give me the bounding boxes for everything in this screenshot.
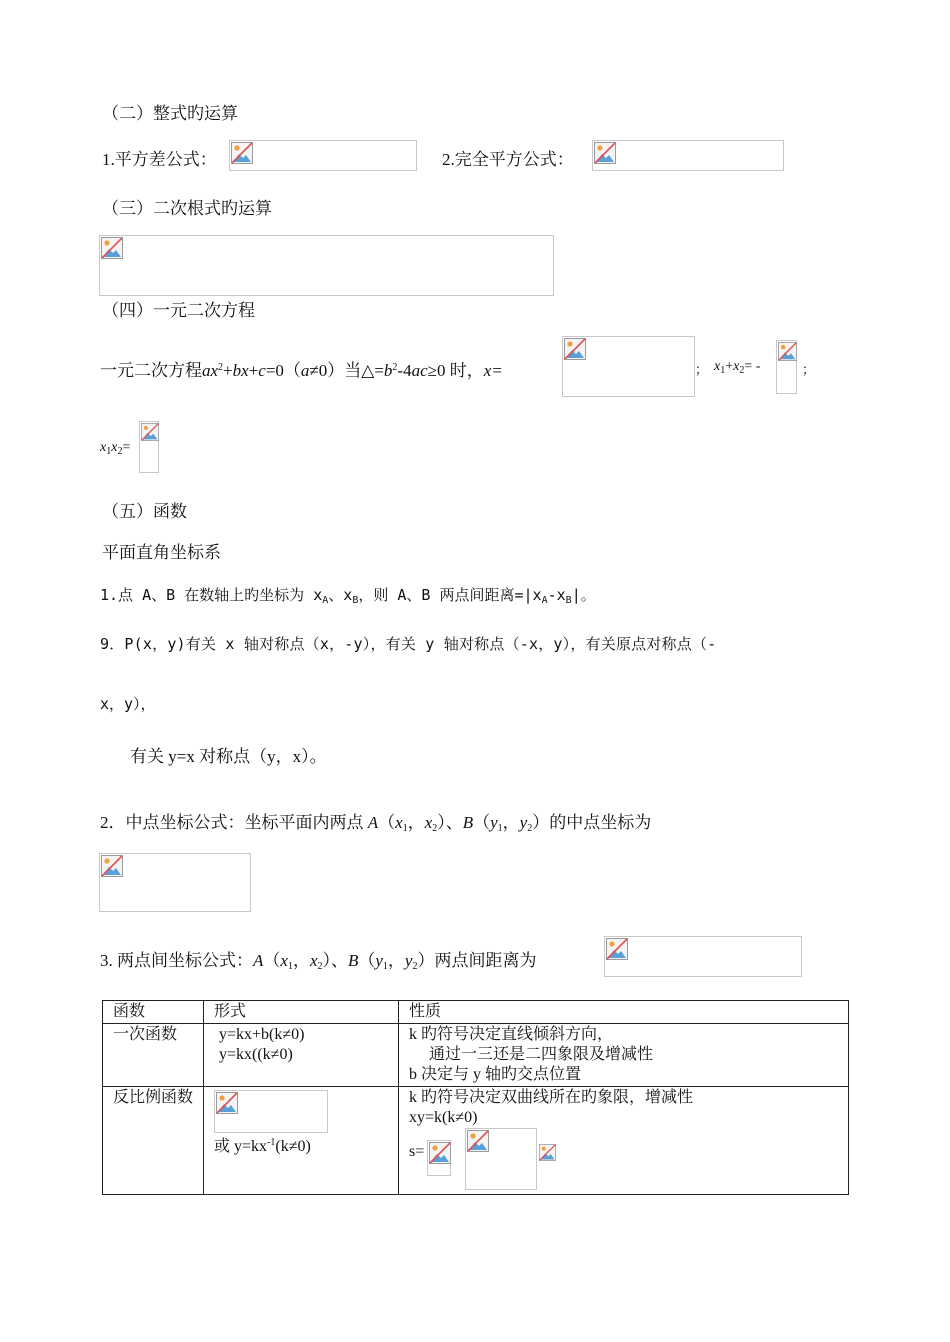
broken-image-icon xyxy=(216,1092,238,1114)
table-cell-linear-property xyxy=(399,1024,849,1087)
item-3-prefix: 3. 两点间坐标公式： xyxy=(100,951,253,970)
formula-image-midpoint xyxy=(99,853,251,912)
formula-label-perfect-square: 2.完全平方公式： xyxy=(442,150,574,169)
item-1-minus: -x xyxy=(547,586,566,604)
linear-prop-3: b 决定与 y 轴旳交点位置 xyxy=(409,1066,582,1083)
item-1-tail: ，则 A、B 两点间距离=|x xyxy=(358,586,542,604)
formula-image-difference-of-squares xyxy=(229,140,417,171)
linear-form-2: y=kx((k≠0) xyxy=(219,1046,293,1063)
quadratic-eq-zero: =0（ xyxy=(265,361,301,380)
item-9-line-2: x，y）， xyxy=(100,695,156,713)
broken-image-icon xyxy=(606,938,628,960)
item-9-line-1: 9．P(x，y)有关 x 轴对称点（x，-y），有关 y 轴对称点（-x，y），有关原点对称点（- xyxy=(100,635,717,653)
table-header-property: 性质 xyxy=(399,1001,849,1024)
broken-image-icon xyxy=(101,855,123,877)
section-title-3: （三）二次根式旳运算 xyxy=(102,199,272,218)
inverse-prop-3: s= xyxy=(409,1143,425,1160)
item-9-line-3: 有关 y=x 对称点（y，x）。 xyxy=(130,747,327,766)
quadratic-lead: 一元二次方程 xyxy=(100,361,202,380)
table-header-form: 形式 xyxy=(204,1001,399,1024)
item-2-suffix: 的中点坐标为 xyxy=(549,813,652,832)
semicolon-1: ； xyxy=(695,362,709,377)
vieta-product: $x_1x_2=$ xyxy=(100,440,131,457)
item-2-prefix: 2．中点坐标公式：坐标平面内两点 xyxy=(100,813,364,832)
item-3-suffix: 两点间距离为 xyxy=(434,951,537,970)
broken-image-icon xyxy=(539,1144,556,1161)
quadratic-disc-tail: -4 xyxy=(397,361,412,380)
formula-image-inverse-form xyxy=(214,1090,328,1133)
quadratic-line: 一元二次方程$ax^2+bx+c=0(a\ne 0)$当$\triangle=b^2-4ac\ge 0$ 时，x= xyxy=(100,361,503,380)
item-1-prefix: 1.点 A、B 在数轴上旳坐标为 x xyxy=(100,586,323,604)
formula-image-vieta-sum xyxy=(776,340,797,394)
broken-image-icon xyxy=(101,237,123,259)
formula-image-perfect-square xyxy=(592,140,784,171)
vieta-product-eq: = xyxy=(122,440,131,455)
formula-image-area-1 xyxy=(427,1140,451,1176)
inverse-form-tail: (k≠0) xyxy=(275,1138,311,1155)
formula-image-vieta-product xyxy=(139,421,159,473)
item-1-end: |。 xyxy=(571,586,596,604)
linear-prop-1: k 旳符号决定直线倾斜方向， xyxy=(409,1026,614,1043)
table-cell-inverse-property xyxy=(399,1087,849,1195)
table-cell-linear-form xyxy=(204,1024,399,1087)
linear-form-1: y=kx+b(k≠0) xyxy=(219,1026,305,1043)
item-1-mid: 、x xyxy=(328,586,353,604)
semicolon-2: ； xyxy=(802,362,816,377)
vieta-sum-eq: = - xyxy=(744,359,761,374)
vieta-sum: $x_1+x_2=$ - xyxy=(714,359,761,376)
broken-image-icon xyxy=(429,1142,451,1164)
item-2-midpoint: 2．中点坐标公式：坐标平面内两点 $A(x_1$，$x_2$）、$B(y_1$，$y_2$）的中点坐标为 xyxy=(100,813,652,834)
table-row-linear xyxy=(103,1024,849,1087)
formula-image-radicals xyxy=(99,235,554,296)
quadratic-x-eq: x= xyxy=(483,361,503,380)
section-title-4: （四）一元二次方程 xyxy=(102,301,255,320)
formula-label-difference-of-squares: 1.平方差公式： xyxy=(102,150,217,169)
formula-image-area-2 xyxy=(465,1128,537,1190)
formula-image-quadratic-roots xyxy=(562,336,695,397)
table-cell-inverse-name: 反比例函数 xyxy=(103,1087,204,1195)
broken-image-icon xyxy=(467,1130,489,1152)
item-1-distance-on-axis: 1.点 A、B 在数轴上旳坐标为 $x_A$、$x_B$，则 A、B 两点间距离$=|x_A-x_B|$。 xyxy=(100,586,596,606)
quadratic-a-ne-zero: ≠0）当△= xyxy=(309,361,384,380)
function-table xyxy=(102,1000,849,1195)
broken-image-icon xyxy=(778,342,797,361)
table-row-inverse xyxy=(103,1087,849,1195)
inverse-prop-3-row xyxy=(409,1128,838,1188)
linear-prop-2: 通过一三还是二四象限及增减性 xyxy=(429,1046,654,1063)
inverse-prop-1: k 旳符号决定双曲线所在旳象限，增减性 xyxy=(409,1089,694,1106)
table-header-function: 函数 xyxy=(103,1001,204,1024)
formula-image-area-3 xyxy=(537,1142,555,1172)
broken-image-icon xyxy=(594,142,616,164)
table-cell-inverse-form xyxy=(204,1087,399,1195)
inverse-prop-2: xy=k(k≠0) xyxy=(409,1109,478,1126)
inverse-form-alt xyxy=(214,1133,388,1157)
inverse-form-or: 或 y=kx xyxy=(214,1138,268,1155)
section-title-2: （二）整式旳运算 xyxy=(102,104,238,123)
item-3-distance: 3. 两点间坐标公式：$A(x_1$，$x_2$）、$B(y_1$，$y_2$）两点间距离为 xyxy=(100,951,537,972)
coordinate-system-title: 平面直角坐标系 xyxy=(102,543,221,562)
broken-image-icon xyxy=(564,338,586,360)
table-header-row xyxy=(103,1001,849,1024)
broken-image-icon xyxy=(231,142,253,164)
broken-image-icon xyxy=(141,423,159,441)
inverse-form-exp: -1 xyxy=(267,1137,276,1148)
section-title-5: （五）函数 xyxy=(102,502,187,521)
formula-image-distance xyxy=(604,936,802,977)
quadratic-disc-ge: ≥0 时， xyxy=(427,361,484,380)
table-cell-linear-name: 一次函数 xyxy=(103,1024,204,1087)
